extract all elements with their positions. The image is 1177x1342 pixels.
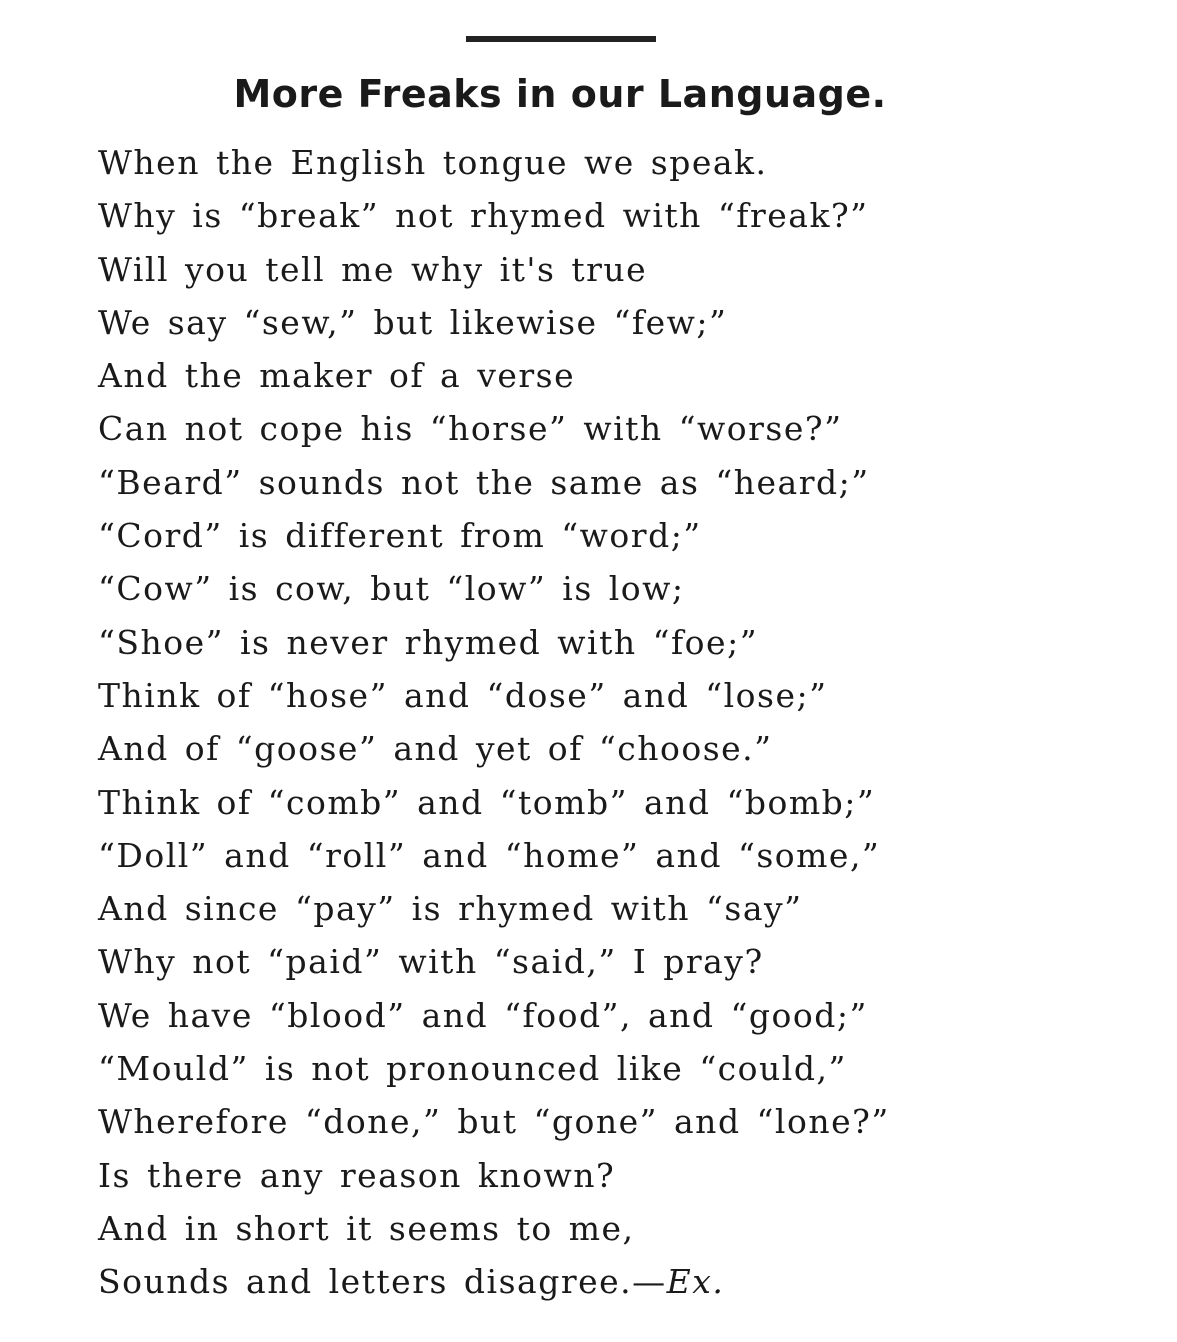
- poem-line: Is there any reason known?: [98, 1155, 616, 1195]
- poem-line: “Mould” is not pronounced like “could,”: [98, 1049, 847, 1089]
- poem-line: Think of “comb” and “tomb” and “bomb;”: [98, 782, 876, 822]
- poem-line-text: Sounds and letters disagree.—: [98, 1262, 667, 1302]
- poem-body: [98, 136, 1158, 1309]
- poem-line: And in short it seems to me,: [98, 1208, 635, 1248]
- poem-title: More Freaks in our Language.: [233, 72, 887, 116]
- poem-line: “Cord” is different from “word;”: [98, 516, 702, 556]
- poem-line: Why is “break” not rhymed with “freak?”: [98, 196, 869, 236]
- poem-line: We say “sew,” but likewise “few;”: [98, 302, 728, 342]
- poem-line: And the maker of a verse: [98, 356, 576, 396]
- poem-line: Wherefore “done,” but “gone” and “lone?”: [98, 1102, 890, 1142]
- poem-line: “Doll” and “roll” and “home” and “some,”: [98, 835, 881, 875]
- poem-line: Why not “paid” with “said,” I pray?: [98, 942, 764, 982]
- poem-line: Can not cope his “horse” with “worse?”: [98, 409, 843, 449]
- poem-line: Think of “hose” and “dose” and “lose;”: [98, 675, 828, 715]
- poem-line: We have “blood” and “food”, and “good;”: [98, 995, 868, 1035]
- poem-line: “Shoe” is never rhymed with “foe;”: [98, 622, 759, 662]
- poem-line: And of “goose” and yet of “choose.”: [98, 729, 773, 769]
- top-divider: [466, 36, 656, 42]
- poem-line: And since “pay” is rhymed with “say”: [98, 889, 803, 929]
- poem-line: “Beard” sounds not the same as “heard;”: [98, 462, 870, 502]
- poem-line: Will you tell me why it's true: [98, 249, 648, 289]
- poem-line: “Cow” is cow, but “low” is low;: [98, 569, 685, 609]
- poem-last-line: [98, 1255, 1158, 1308]
- attribution: Ex.: [666, 1262, 725, 1302]
- poem-line: When the English tongue we speak.: [98, 143, 768, 182]
